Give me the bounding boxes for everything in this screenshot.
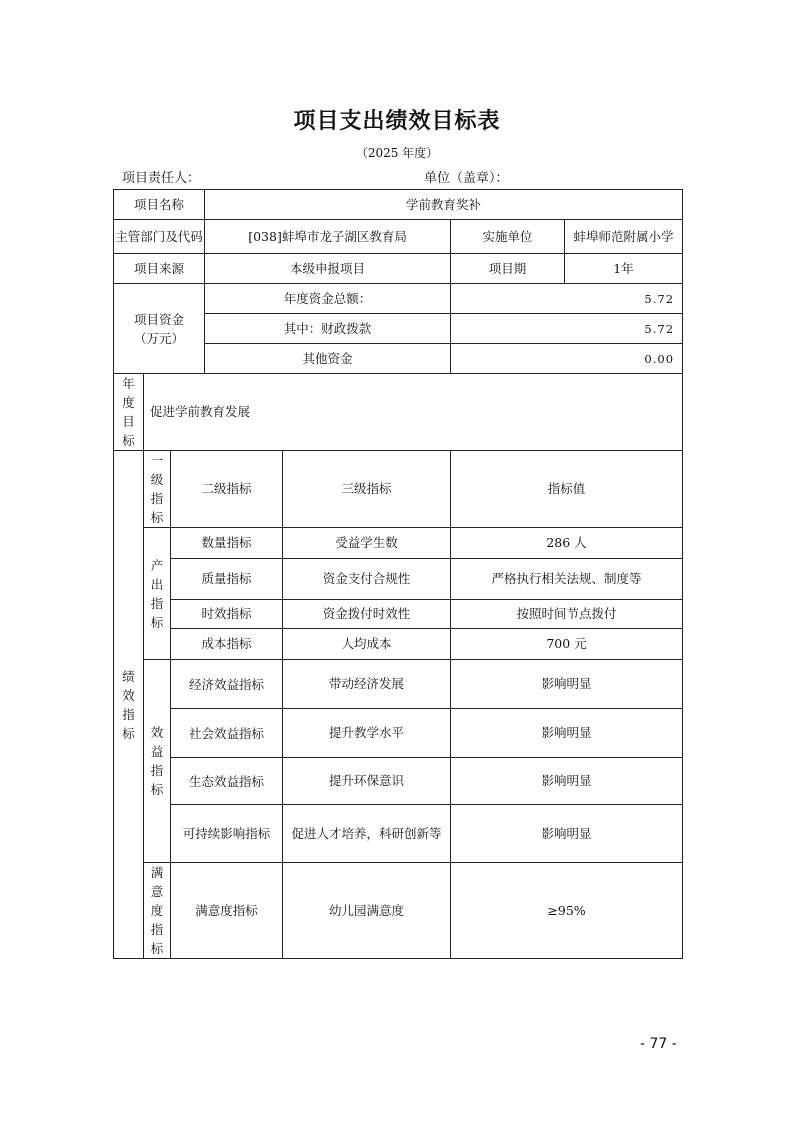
level3-cell: 提升环保意识	[283, 758, 451, 805]
table-row	[114, 559, 683, 600]
responsible-person-label: 项目责任人：	[122, 171, 201, 186]
level3-cell: 资金支付合规性	[283, 559, 451, 600]
table-row	[114, 709, 683, 758]
level3-cell: 人均成本	[283, 629, 451, 660]
funds-label: 项目资金（万元）	[114, 284, 205, 374]
performance-indicator-label: 绩效指标	[114, 451, 144, 959]
funds-other-value: 0.00	[451, 344, 683, 374]
annual-goal-row	[114, 374, 683, 451]
indicator-value-cell: ≥95%	[451, 863, 683, 959]
level3-cell: 促进人才培养，科研创新等	[283, 805, 451, 863]
unit-seal-label: 单位（盖章）：	[424, 171, 509, 186]
level2-cell: 满意度指标	[171, 863, 283, 959]
table-row	[114, 629, 683, 660]
level2-cell: 社会效益指标	[171, 709, 283, 758]
indicator-header-row	[114, 451, 683, 528]
level2-cell: 时效指标	[171, 600, 283, 629]
project-name-label: 项目名称	[114, 190, 205, 220]
indicator-value-cell: 严格执行相关法规、制度等	[451, 559, 683, 600]
level3-cell: 幼儿园满意度	[283, 863, 451, 959]
level2-cell: 成本指标	[171, 629, 283, 660]
table-row	[114, 660, 683, 709]
level2-header: 二级指标	[171, 451, 283, 528]
performance-target-table	[113, 189, 683, 959]
source-label: 项目来源	[114, 254, 205, 284]
level3-header: 三级指标	[283, 451, 451, 528]
table-row	[114, 528, 683, 559]
indicator-value-cell: 286 人	[451, 528, 683, 559]
benefit-indicator-label: 效益指标	[144, 660, 171, 863]
table-row	[114, 600, 683, 629]
level2-cell: 生态效益指标	[171, 758, 283, 805]
project-name-row	[114, 190, 683, 220]
level2-cell: 可持续影响指标	[171, 805, 283, 863]
indicator-value-cell: 按照时间节点拨付	[451, 600, 683, 629]
fiscal-year: （2025 年度）	[355, 146, 439, 160]
page-title: 项目支出绩效目标表	[293, 109, 501, 134]
dept-value: [038]蚌埠市龙子湖区教育局	[205, 220, 451, 254]
funds-total-row	[114, 284, 683, 314]
table-row	[114, 863, 683, 959]
indicator-value-cell: 影响明显	[451, 758, 683, 805]
dept-label: 主管部门及代码	[114, 220, 205, 254]
period-value: 1年	[565, 254, 683, 284]
annual-goal-label: 年度目标	[114, 374, 144, 451]
annual-goal-value: 促进学前教育发展	[144, 374, 683, 451]
project-name-value: 学前教育奖补	[205, 190, 683, 220]
level3-cell: 资金拨付时效性	[283, 600, 451, 629]
impl-unit-label: 实施单位	[451, 220, 565, 254]
funds-fiscal-value: 5.72	[451, 314, 683, 344]
dept-row	[114, 220, 683, 254]
level3-cell: 提升教学水平	[283, 709, 451, 758]
source-value: 本级申报项目	[205, 254, 451, 284]
funds-other-label: 其他资金	[205, 344, 451, 374]
period-label: 项目期	[451, 254, 565, 284]
level2-cell: 经济效益指标	[171, 660, 283, 709]
level1-header: 一级指标	[144, 451, 171, 528]
impl-unit-value: 蚌埠师范附属小学	[565, 220, 683, 254]
level2-cell: 质量指标	[171, 559, 283, 600]
indicator-value-cell: 影响明显	[451, 805, 683, 863]
indicator-value-cell: 700 元	[451, 629, 683, 660]
source-row	[114, 254, 683, 284]
level3-cell: 带动经济发展	[283, 660, 451, 709]
level2-cell: 数量指标	[171, 528, 283, 559]
table-row	[114, 805, 683, 863]
indicator-value-cell: 影响明显	[451, 709, 683, 758]
funds-total-value: 5.72	[451, 284, 683, 314]
level3-cell: 受益学生数	[283, 528, 451, 559]
output-indicator-label: 产出指标	[144, 528, 171, 660]
page-number: - 77 -	[640, 1036, 677, 1052]
table-row	[114, 758, 683, 805]
satisfaction-indicator-label: 满意度指标	[144, 863, 171, 959]
funds-fiscal-label: 其中：财政拨款	[205, 314, 451, 344]
indicator-value-cell: 影响明显	[451, 660, 683, 709]
value-header: 指标值	[451, 451, 683, 528]
funds-total-label: 年度资金总额：	[205, 284, 451, 314]
